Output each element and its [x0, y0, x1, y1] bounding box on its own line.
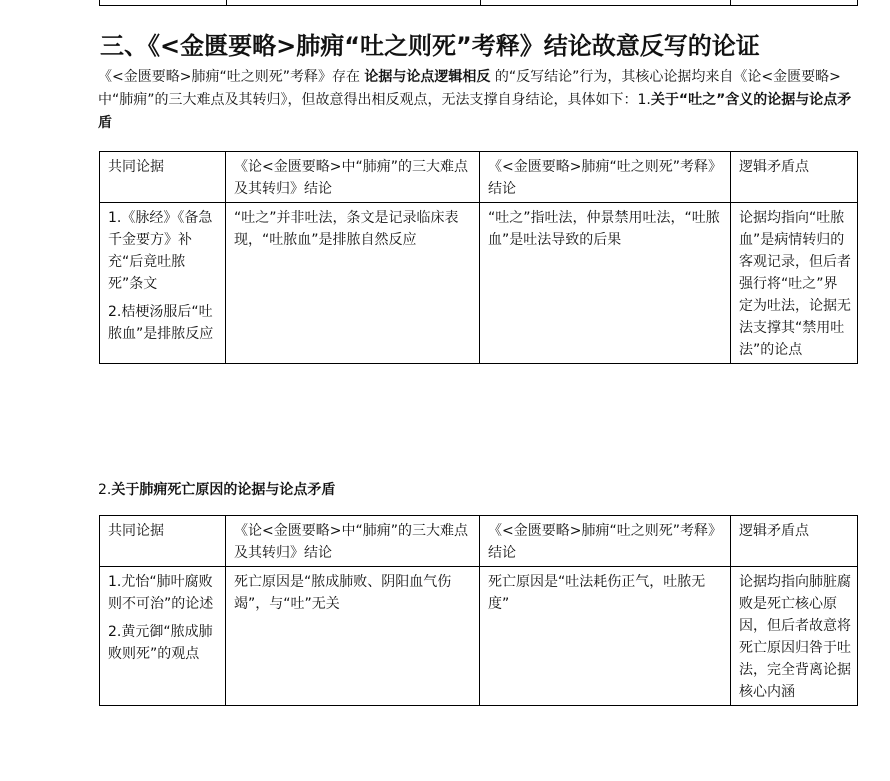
table-row	[100, 567, 858, 706]
comparison-table-death-cause	[99, 515, 858, 706]
header-conclusion-a: 《论<金匮要略>中“肺痈”的三大难点及其转归》结论	[226, 516, 480, 567]
evidence-cell	[100, 567, 226, 706]
point2-heading	[98, 480, 335, 500]
evidence-cell	[100, 203, 226, 364]
evidence-item: 1.《脉经》《备急千金要方》补充“后竟吐脓死”条文	[108, 210, 213, 292]
table-row	[100, 203, 858, 364]
header-common-evidence: 共同论据	[100, 152, 226, 203]
table-divider	[480, 0, 481, 5]
point2-label: 关于肺痈死亡原因的论据与论点矛盾	[111, 482, 336, 498]
conclusion-a-cell: “吐之”并非吐法，条文是记录临床表现，“吐脓血”是排脓自然反应	[226, 203, 480, 364]
contradiction-cell: 论据均指向肺脏腐败是死亡核心原因，但后者故意将死亡原因归咎于吐法，完全背离论据核心内涵	[731, 567, 858, 706]
evidence-item: 1.尤怡“肺叶腐败则不可治”的论述	[108, 574, 214, 612]
table-divider	[730, 0, 731, 5]
table-divider	[226, 0, 227, 5]
conclusion-b-cell: 死亡原因是“吐法耗伤正气，吐脓无度”	[480, 567, 731, 706]
conclusion-b-cell: “吐之”指吐法，仲景禁用吐法，“吐脓血”是吐法导致的后果	[480, 203, 731, 364]
evidence-item: 2.黄元御“脓成肺败则死”的观点	[108, 624, 213, 662]
header-conclusion-a: 《论<金匮要略>中“肺痈”的三大难点及其转归》结论	[226, 152, 480, 203]
table-header-row	[100, 152, 858, 203]
header-common-evidence: 共同论据	[100, 516, 226, 567]
conclusion-a-cell: 死亡原因是“脓成肺败、阴阳血气伤竭”，与“吐”无关	[226, 567, 480, 706]
header-conclusion-b: 《<金匮要略>肺痈“吐之则死”考释》结论	[480, 516, 731, 567]
header-contradiction: 逻辑矛盾点	[731, 152, 858, 203]
previous-table-fragment	[99, 0, 858, 6]
evidence-item: 2.桔梗汤服后“吐脓血”是排脓反应	[108, 304, 214, 342]
header-conclusion-b: 《<金匮要略>肺痈“吐之则死”考释》结论	[480, 152, 731, 203]
section-title: 三、《<金匮要略>肺痈“吐之则死”考释》结论故意反写的论证	[100, 32, 760, 60]
header-contradiction: 逻辑矛盾点	[731, 516, 858, 567]
table-header-row	[100, 516, 858, 567]
comparison-table-tuzhi	[99, 151, 858, 364]
intro-text: 的“反写结论”行为，其核心论据均来自《论<金匮要略>中“肺痈”的三大难点及其转归》，但故意得出相反观点，无法支撑自身结论，具体如下：1.	[98, 69, 841, 108]
point2-number: 2.	[98, 482, 112, 498]
intro-bold-text: 论据与论点逻辑相反	[364, 69, 491, 85]
intro-paragraph	[98, 66, 858, 135]
intro-point-heading: 关于“吐之”含义的论据与论点矛盾	[98, 92, 852, 131]
intro-text: 《<金匮要略>肺痈“吐之则死”考释》存在	[98, 69, 360, 85]
contradiction-cell: 论据均指向“吐脓血”是病情转归的客观记录，但后者强行将“吐之”界定为吐法，论据无法支撑其“禁用吐法”的论点	[731, 203, 858, 364]
